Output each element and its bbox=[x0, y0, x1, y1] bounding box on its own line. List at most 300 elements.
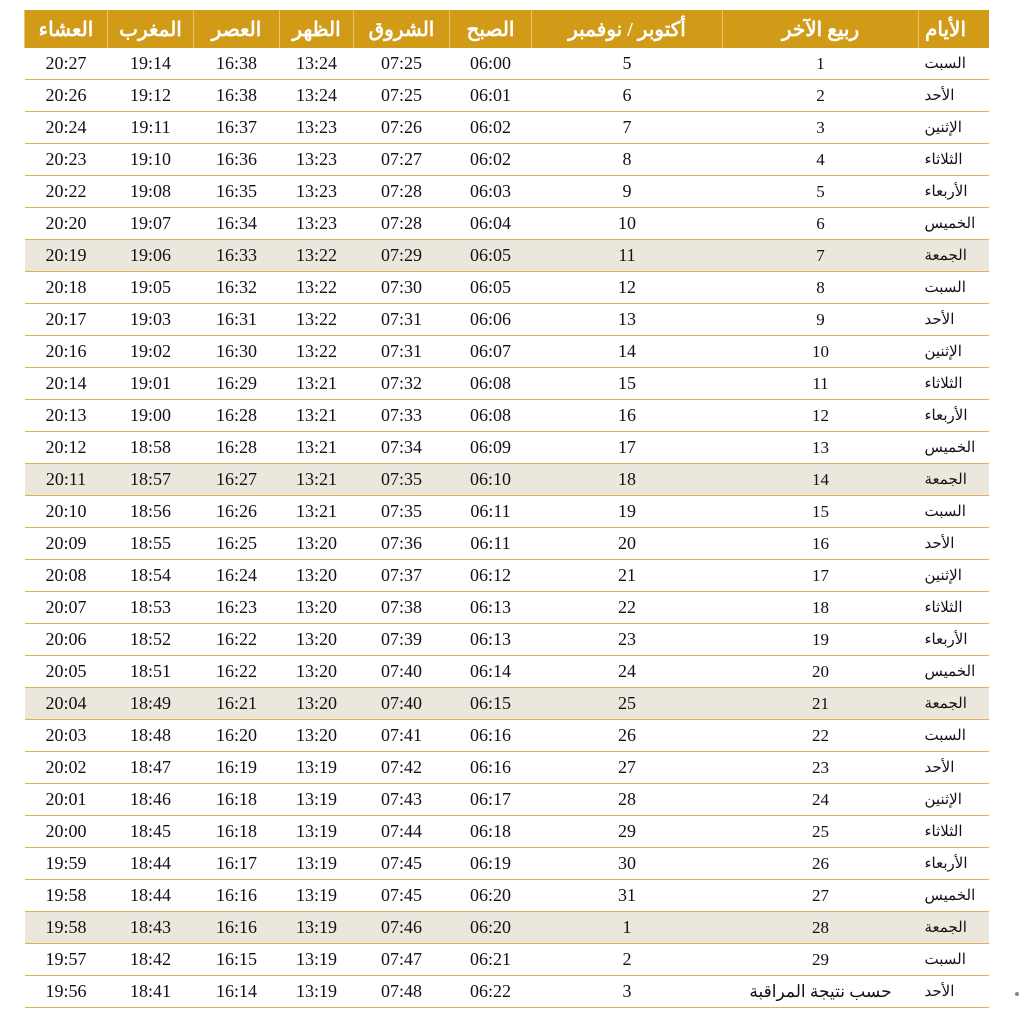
maghrib-time-cell: 19:08 bbox=[108, 176, 194, 208]
isha-time-cell: 20:26 bbox=[25, 80, 108, 112]
maghrib-time-cell: 19:05 bbox=[108, 272, 194, 304]
hijri-date-cell: 5 bbox=[723, 176, 919, 208]
sunrise-time-cell: 07:45 bbox=[354, 880, 450, 912]
dhuhr-time-cell: 13:20 bbox=[280, 656, 354, 688]
isha-time-cell: 19:58 bbox=[25, 912, 108, 944]
isha-time-cell: 20:05 bbox=[25, 656, 108, 688]
isha-time-cell: 20:00 bbox=[25, 816, 108, 848]
asr-time-cell: 16:32 bbox=[194, 272, 280, 304]
gregorian-date-cell: 14 bbox=[532, 336, 723, 368]
dhuhr-time-cell: 13:20 bbox=[280, 560, 354, 592]
isha-time-cell: 20:22 bbox=[25, 176, 108, 208]
hijri-date-cell: 11 bbox=[723, 368, 919, 400]
day-name-cell: الخميس bbox=[919, 208, 989, 240]
table-row bbox=[25, 528, 989, 560]
table-row bbox=[25, 912, 989, 944]
day-name-cell: الثلاثاء bbox=[919, 592, 989, 624]
fajr-time-cell: 06:16 bbox=[450, 752, 532, 784]
maghrib-time-cell: 19:07 bbox=[108, 208, 194, 240]
asr-time-cell: 16:22 bbox=[194, 624, 280, 656]
hijri-date-cell: حسب نتيجة المراقبة bbox=[723, 976, 919, 1008]
hijri-date-cell: 18 bbox=[723, 592, 919, 624]
gregorian-date-cell: 26 bbox=[532, 720, 723, 752]
gregorian-date-cell: 25 bbox=[532, 688, 723, 720]
dhuhr-time-cell: 13:21 bbox=[280, 496, 354, 528]
fajr-time-cell: 06:21 bbox=[450, 944, 532, 976]
asr-time-cell: 16:25 bbox=[194, 528, 280, 560]
asr-time-cell: 16:18 bbox=[194, 816, 280, 848]
asr-time-cell: 16:37 bbox=[194, 112, 280, 144]
hijri-date-cell: 26 bbox=[723, 848, 919, 880]
fajr-time-cell: 06:04 bbox=[450, 208, 532, 240]
maghrib-time-cell: 18:55 bbox=[108, 528, 194, 560]
asr-time-cell: 16:36 bbox=[194, 144, 280, 176]
table-row bbox=[25, 144, 989, 176]
isha-time-cell: 20:14 bbox=[25, 368, 108, 400]
fajr-time-cell: 06:05 bbox=[450, 272, 532, 304]
maghrib-time-cell: 18:45 bbox=[108, 816, 194, 848]
maghrib-time-cell: 18:42 bbox=[108, 944, 194, 976]
gregorian-date-cell: 19 bbox=[532, 496, 723, 528]
day-name-cell: الإثنين bbox=[919, 112, 989, 144]
fajr-time-cell: 06:15 bbox=[450, 688, 532, 720]
day-name-cell: الأحد bbox=[919, 528, 989, 560]
table-row bbox=[25, 176, 989, 208]
sunrise-time-cell: 07:28 bbox=[354, 176, 450, 208]
isha-time-cell: 20:18 bbox=[25, 272, 108, 304]
sunrise-time-cell: 07:28 bbox=[354, 208, 450, 240]
table-row bbox=[25, 336, 989, 368]
day-name-cell: الأربعاء bbox=[919, 624, 989, 656]
maghrib-time-cell: 19:06 bbox=[108, 240, 194, 272]
day-name-cell: الخميس bbox=[919, 880, 989, 912]
table-row bbox=[25, 272, 989, 304]
dhuhr-time-cell: 13:21 bbox=[280, 464, 354, 496]
day-name-cell: الثلاثاء bbox=[919, 816, 989, 848]
sunrise-time-cell: 07:31 bbox=[354, 304, 450, 336]
sunrise-time-cell: 07:44 bbox=[354, 816, 450, 848]
isha-time-cell: 20:12 bbox=[25, 432, 108, 464]
gregorian-date-cell: 29 bbox=[532, 816, 723, 848]
asr-time-cell: 16:29 bbox=[194, 368, 280, 400]
sunrise-time-cell: 07:25 bbox=[354, 48, 450, 80]
maghrib-time-cell: 18:54 bbox=[108, 560, 194, 592]
gregorian-date-cell: 27 bbox=[532, 752, 723, 784]
table-row bbox=[25, 624, 989, 656]
asr-time-cell: 16:16 bbox=[194, 912, 280, 944]
sunrise-time-cell: 07:42 bbox=[354, 752, 450, 784]
gregorian-date-cell: 18 bbox=[532, 464, 723, 496]
maghrib-time-cell: 18:56 bbox=[108, 496, 194, 528]
day-name-cell: السبت bbox=[919, 48, 989, 80]
dhuhr-time-cell: 13:22 bbox=[280, 272, 354, 304]
dhuhr-time-cell: 13:23 bbox=[280, 112, 354, 144]
hijri-date-cell: 14 bbox=[723, 464, 919, 496]
fajr-time-cell: 06:05 bbox=[450, 240, 532, 272]
isha-time-cell: 20:01 bbox=[25, 784, 108, 816]
gregorian-date-cell: 1 bbox=[532, 912, 723, 944]
table-row bbox=[25, 368, 989, 400]
asr-time-cell: 16:28 bbox=[194, 432, 280, 464]
fajr-time-cell: 06:07 bbox=[450, 336, 532, 368]
dhuhr-time-cell: 13:20 bbox=[280, 688, 354, 720]
day-name-cell: الأربعاء bbox=[919, 176, 989, 208]
prayer-times-table bbox=[24, 10, 989, 1008]
day-name-cell: الثلاثاء bbox=[919, 144, 989, 176]
isha-time-cell: 20:10 bbox=[25, 496, 108, 528]
day-name-cell: الجمعة bbox=[919, 688, 989, 720]
gregorian-date-cell: 20 bbox=[532, 528, 723, 560]
hijri-date-cell: 3 bbox=[723, 112, 919, 144]
dhuhr-time-cell: 13:19 bbox=[280, 912, 354, 944]
dhuhr-time-cell: 13:21 bbox=[280, 400, 354, 432]
fajr-time-cell: 06:00 bbox=[450, 48, 532, 80]
sunrise-time-cell: 07:33 bbox=[354, 400, 450, 432]
fajr-time-cell: 06:14 bbox=[450, 656, 532, 688]
dhuhr-time-cell: 13:22 bbox=[280, 336, 354, 368]
isha-time-cell: 20:02 bbox=[25, 752, 108, 784]
gregorian-date-cell: 7 bbox=[532, 112, 723, 144]
fajr-time-cell: 06:22 bbox=[450, 976, 532, 1008]
header-hijri-month: ربيع الآخر bbox=[723, 10, 919, 48]
dhuhr-time-cell: 13:23 bbox=[280, 176, 354, 208]
hijri-date-cell: 19 bbox=[723, 624, 919, 656]
hijri-date-cell: 20 bbox=[723, 656, 919, 688]
day-name-cell: الأحد bbox=[919, 976, 989, 1008]
fajr-time-cell: 06:09 bbox=[450, 432, 532, 464]
sunrise-time-cell: 07:47 bbox=[354, 944, 450, 976]
fajr-time-cell: 06:11 bbox=[450, 496, 532, 528]
asr-time-cell: 16:31 bbox=[194, 304, 280, 336]
fajr-time-cell: 06:20 bbox=[450, 912, 532, 944]
isha-time-cell: 20:04 bbox=[25, 688, 108, 720]
maghrib-time-cell: 18:49 bbox=[108, 688, 194, 720]
asr-time-cell: 16:22 bbox=[194, 656, 280, 688]
gregorian-date-cell: 22 bbox=[532, 592, 723, 624]
table-header-row bbox=[25, 10, 989, 48]
day-name-cell: السبت bbox=[919, 944, 989, 976]
gregorian-date-cell: 16 bbox=[532, 400, 723, 432]
hijri-date-cell: 28 bbox=[723, 912, 919, 944]
fajr-time-cell: 06:20 bbox=[450, 880, 532, 912]
header-days: الأيام bbox=[919, 10, 989, 48]
fajr-time-cell: 06:11 bbox=[450, 528, 532, 560]
isha-time-cell: 20:13 bbox=[25, 400, 108, 432]
maghrib-time-cell: 18:44 bbox=[108, 848, 194, 880]
gregorian-date-cell: 9 bbox=[532, 176, 723, 208]
gregorian-date-cell: 6 bbox=[532, 80, 723, 112]
day-name-cell: الأحد bbox=[919, 752, 989, 784]
sunrise-time-cell: 07:41 bbox=[354, 720, 450, 752]
header-fajr: الصبح bbox=[450, 10, 532, 48]
hijri-date-cell: 24 bbox=[723, 784, 919, 816]
maghrib-time-cell: 19:12 bbox=[108, 80, 194, 112]
sunrise-time-cell: 07:31 bbox=[354, 336, 450, 368]
isha-time-cell: 20:09 bbox=[25, 528, 108, 560]
table-row bbox=[25, 656, 989, 688]
fajr-time-cell: 06:03 bbox=[450, 176, 532, 208]
hijri-date-cell: 12 bbox=[723, 400, 919, 432]
fajr-time-cell: 06:02 bbox=[450, 112, 532, 144]
asr-time-cell: 16:17 bbox=[194, 848, 280, 880]
day-name-cell: السبت bbox=[919, 496, 989, 528]
isha-time-cell: 20:17 bbox=[25, 304, 108, 336]
asr-time-cell: 16:24 bbox=[194, 560, 280, 592]
maghrib-time-cell: 18:48 bbox=[108, 720, 194, 752]
maghrib-time-cell: 19:11 bbox=[108, 112, 194, 144]
gregorian-date-cell: 23 bbox=[532, 624, 723, 656]
hijri-date-cell: 21 bbox=[723, 688, 919, 720]
table-row bbox=[25, 304, 989, 336]
asr-time-cell: 16:16 bbox=[194, 880, 280, 912]
fajr-time-cell: 06:02 bbox=[450, 144, 532, 176]
asr-time-cell: 16:21 bbox=[194, 688, 280, 720]
hijri-date-cell: 8 bbox=[723, 272, 919, 304]
table-row bbox=[25, 880, 989, 912]
hijri-date-cell: 25 bbox=[723, 816, 919, 848]
sunrise-time-cell: 07:30 bbox=[354, 272, 450, 304]
day-name-cell: الخميس bbox=[919, 432, 989, 464]
maghrib-time-cell: 18:57 bbox=[108, 464, 194, 496]
asr-time-cell: 16:19 bbox=[194, 752, 280, 784]
asr-time-cell: 16:38 bbox=[194, 48, 280, 80]
sunrise-time-cell: 07:32 bbox=[354, 368, 450, 400]
table-body bbox=[25, 48, 989, 1008]
day-name-cell: الأحد bbox=[919, 80, 989, 112]
hijri-date-cell: 10 bbox=[723, 336, 919, 368]
header-maghrib: المغرب bbox=[108, 10, 194, 48]
gregorian-date-cell: 13 bbox=[532, 304, 723, 336]
maghrib-time-cell: 19:10 bbox=[108, 144, 194, 176]
fajr-time-cell: 06:12 bbox=[450, 560, 532, 592]
fajr-time-cell: 06:10 bbox=[450, 464, 532, 496]
sunrise-time-cell: 07:29 bbox=[354, 240, 450, 272]
dhuhr-time-cell: 13:22 bbox=[280, 304, 354, 336]
day-name-cell: السبت bbox=[919, 720, 989, 752]
table-row bbox=[25, 784, 989, 816]
dhuhr-time-cell: 13:19 bbox=[280, 880, 354, 912]
asr-time-cell: 16:20 bbox=[194, 720, 280, 752]
hijri-date-cell: 15 bbox=[723, 496, 919, 528]
dhuhr-time-cell: 13:23 bbox=[280, 208, 354, 240]
dhuhr-time-cell: 13:22 bbox=[280, 240, 354, 272]
maghrib-time-cell: 18:58 bbox=[108, 432, 194, 464]
header-gregorian-months: أكتوبر / نوفمبر bbox=[532, 10, 723, 48]
maghrib-time-cell: 19:14 bbox=[108, 48, 194, 80]
header-asr: العصر bbox=[194, 10, 280, 48]
hijri-date-cell: 1 bbox=[723, 48, 919, 80]
hijri-date-cell: 23 bbox=[723, 752, 919, 784]
day-name-cell: الأربعاء bbox=[919, 400, 989, 432]
maghrib-time-cell: 19:02 bbox=[108, 336, 194, 368]
table-row bbox=[25, 752, 989, 784]
isha-time-cell: 20:24 bbox=[25, 112, 108, 144]
sunrise-time-cell: 07:36 bbox=[354, 528, 450, 560]
table-row bbox=[25, 240, 989, 272]
asr-time-cell: 16:38 bbox=[194, 80, 280, 112]
gregorian-date-cell: 31 bbox=[532, 880, 723, 912]
isha-time-cell: 20:19 bbox=[25, 240, 108, 272]
gregorian-date-cell: 24 bbox=[532, 656, 723, 688]
fajr-time-cell: 06:13 bbox=[450, 592, 532, 624]
gregorian-date-cell: 8 bbox=[532, 144, 723, 176]
maghrib-time-cell: 19:01 bbox=[108, 368, 194, 400]
hijri-date-cell: 9 bbox=[723, 304, 919, 336]
table-row bbox=[25, 48, 989, 80]
sunrise-time-cell: 07:26 bbox=[354, 112, 450, 144]
maghrib-time-cell: 18:41 bbox=[108, 976, 194, 1008]
sunrise-time-cell: 07:25 bbox=[354, 80, 450, 112]
isha-time-cell: 20:27 bbox=[25, 48, 108, 80]
table-row bbox=[25, 400, 989, 432]
dhuhr-time-cell: 13:20 bbox=[280, 592, 354, 624]
day-name-cell: الإثنين bbox=[919, 560, 989, 592]
header-dhuhr: الظهر bbox=[280, 10, 354, 48]
day-name-cell: الأحد bbox=[919, 304, 989, 336]
day-name-cell: الإثنين bbox=[919, 336, 989, 368]
isha-time-cell: 20:23 bbox=[25, 144, 108, 176]
table-row bbox=[25, 112, 989, 144]
maghrib-time-cell: 18:44 bbox=[108, 880, 194, 912]
asr-time-cell: 16:35 bbox=[194, 176, 280, 208]
asr-time-cell: 16:23 bbox=[194, 592, 280, 624]
dhuhr-time-cell: 13:19 bbox=[280, 848, 354, 880]
header-sunrise: الشروق bbox=[354, 10, 450, 48]
asr-time-cell: 16:26 bbox=[194, 496, 280, 528]
fajr-time-cell: 06:17 bbox=[450, 784, 532, 816]
dhuhr-time-cell: 13:21 bbox=[280, 432, 354, 464]
isha-time-cell: 20:07 bbox=[25, 592, 108, 624]
dhuhr-time-cell: 13:24 bbox=[280, 80, 354, 112]
hijri-date-cell: 2 bbox=[723, 80, 919, 112]
maghrib-time-cell: 18:43 bbox=[108, 912, 194, 944]
asr-time-cell: 16:30 bbox=[194, 336, 280, 368]
asr-time-cell: 16:34 bbox=[194, 208, 280, 240]
sunrise-time-cell: 07:46 bbox=[354, 912, 450, 944]
hijri-date-cell: 4 bbox=[723, 144, 919, 176]
day-name-cell: الجمعة bbox=[919, 912, 989, 944]
sunrise-time-cell: 07:40 bbox=[354, 688, 450, 720]
table-row bbox=[25, 944, 989, 976]
isha-time-cell: 19:57 bbox=[25, 944, 108, 976]
asr-time-cell: 16:28 bbox=[194, 400, 280, 432]
asr-time-cell: 16:15 bbox=[194, 944, 280, 976]
maghrib-time-cell: 18:52 bbox=[108, 624, 194, 656]
asr-time-cell: 16:18 bbox=[194, 784, 280, 816]
header-isha: العشاء bbox=[25, 10, 108, 48]
hijri-date-cell: 27 bbox=[723, 880, 919, 912]
fajr-time-cell: 06:16 bbox=[450, 720, 532, 752]
dhuhr-time-cell: 13:23 bbox=[280, 144, 354, 176]
dhuhr-time-cell: 13:19 bbox=[280, 976, 354, 1008]
table-row bbox=[25, 816, 989, 848]
maghrib-time-cell: 18:46 bbox=[108, 784, 194, 816]
sunrise-time-cell: 07:45 bbox=[354, 848, 450, 880]
asr-time-cell: 16:14 bbox=[194, 976, 280, 1008]
sunrise-time-cell: 07:48 bbox=[354, 976, 450, 1008]
hijri-date-cell: 17 bbox=[723, 560, 919, 592]
dhuhr-time-cell: 13:19 bbox=[280, 816, 354, 848]
day-name-cell: الأربعاء bbox=[919, 848, 989, 880]
dhuhr-time-cell: 13:19 bbox=[280, 752, 354, 784]
table-row bbox=[25, 496, 989, 528]
fajr-time-cell: 06:18 bbox=[450, 816, 532, 848]
hijri-date-cell: 22 bbox=[723, 720, 919, 752]
sunrise-time-cell: 07:35 bbox=[354, 464, 450, 496]
sunrise-time-cell: 07:43 bbox=[354, 784, 450, 816]
table-row bbox=[25, 432, 989, 464]
isha-time-cell: 20:20 bbox=[25, 208, 108, 240]
maghrib-time-cell: 18:53 bbox=[108, 592, 194, 624]
fajr-time-cell: 06:19 bbox=[450, 848, 532, 880]
table-row bbox=[25, 688, 989, 720]
isha-time-cell: 20:06 bbox=[25, 624, 108, 656]
sunrise-time-cell: 07:37 bbox=[354, 560, 450, 592]
isha-time-cell: 19:59 bbox=[25, 848, 108, 880]
isha-time-cell: 19:56 bbox=[25, 976, 108, 1008]
table-row bbox=[25, 464, 989, 496]
fajr-time-cell: 06:08 bbox=[450, 400, 532, 432]
day-name-cell: الإثنين bbox=[919, 784, 989, 816]
isha-time-cell: 20:03 bbox=[25, 720, 108, 752]
gregorian-date-cell: 2 bbox=[532, 944, 723, 976]
table-row bbox=[25, 848, 989, 880]
gregorian-date-cell: 30 bbox=[532, 848, 723, 880]
gregorian-date-cell: 15 bbox=[532, 368, 723, 400]
sunrise-time-cell: 07:35 bbox=[354, 496, 450, 528]
gregorian-date-cell: 21 bbox=[532, 560, 723, 592]
page-corner-dot bbox=[1015, 992, 1019, 996]
maghrib-time-cell: 18:51 bbox=[108, 656, 194, 688]
dhuhr-time-cell: 13:24 bbox=[280, 48, 354, 80]
hijri-date-cell: 7 bbox=[723, 240, 919, 272]
isha-time-cell: 20:16 bbox=[25, 336, 108, 368]
isha-time-cell: 20:11 bbox=[25, 464, 108, 496]
gregorian-date-cell: 28 bbox=[532, 784, 723, 816]
dhuhr-time-cell: 13:19 bbox=[280, 784, 354, 816]
hijri-date-cell: 29 bbox=[723, 944, 919, 976]
fajr-time-cell: 06:06 bbox=[450, 304, 532, 336]
hijri-date-cell: 6 bbox=[723, 208, 919, 240]
sunrise-time-cell: 07:34 bbox=[354, 432, 450, 464]
fajr-time-cell: 06:01 bbox=[450, 80, 532, 112]
day-name-cell: الثلاثاء bbox=[919, 368, 989, 400]
gregorian-date-cell: 3 bbox=[532, 976, 723, 1008]
fajr-time-cell: 06:08 bbox=[450, 368, 532, 400]
sunrise-time-cell: 07:40 bbox=[354, 656, 450, 688]
day-name-cell: الجمعة bbox=[919, 240, 989, 272]
dhuhr-time-cell: 13:20 bbox=[280, 720, 354, 752]
asr-time-cell: 16:33 bbox=[194, 240, 280, 272]
day-name-cell: الجمعة bbox=[919, 464, 989, 496]
gregorian-date-cell: 12 bbox=[532, 272, 723, 304]
sunrise-time-cell: 07:27 bbox=[354, 144, 450, 176]
gregorian-date-cell: 10 bbox=[532, 208, 723, 240]
table-row bbox=[25, 208, 989, 240]
isha-time-cell: 20:08 bbox=[25, 560, 108, 592]
dhuhr-time-cell: 13:20 bbox=[280, 528, 354, 560]
table-row bbox=[25, 80, 989, 112]
sunrise-time-cell: 07:39 bbox=[354, 624, 450, 656]
gregorian-date-cell: 5 bbox=[532, 48, 723, 80]
day-name-cell: الخميس bbox=[919, 656, 989, 688]
dhuhr-time-cell: 13:20 bbox=[280, 624, 354, 656]
dhuhr-time-cell: 13:19 bbox=[280, 944, 354, 976]
day-name-cell: السبت bbox=[919, 272, 989, 304]
isha-time-cell: 19:58 bbox=[25, 880, 108, 912]
sunrise-time-cell: 07:38 bbox=[354, 592, 450, 624]
maghrib-time-cell: 19:03 bbox=[108, 304, 194, 336]
